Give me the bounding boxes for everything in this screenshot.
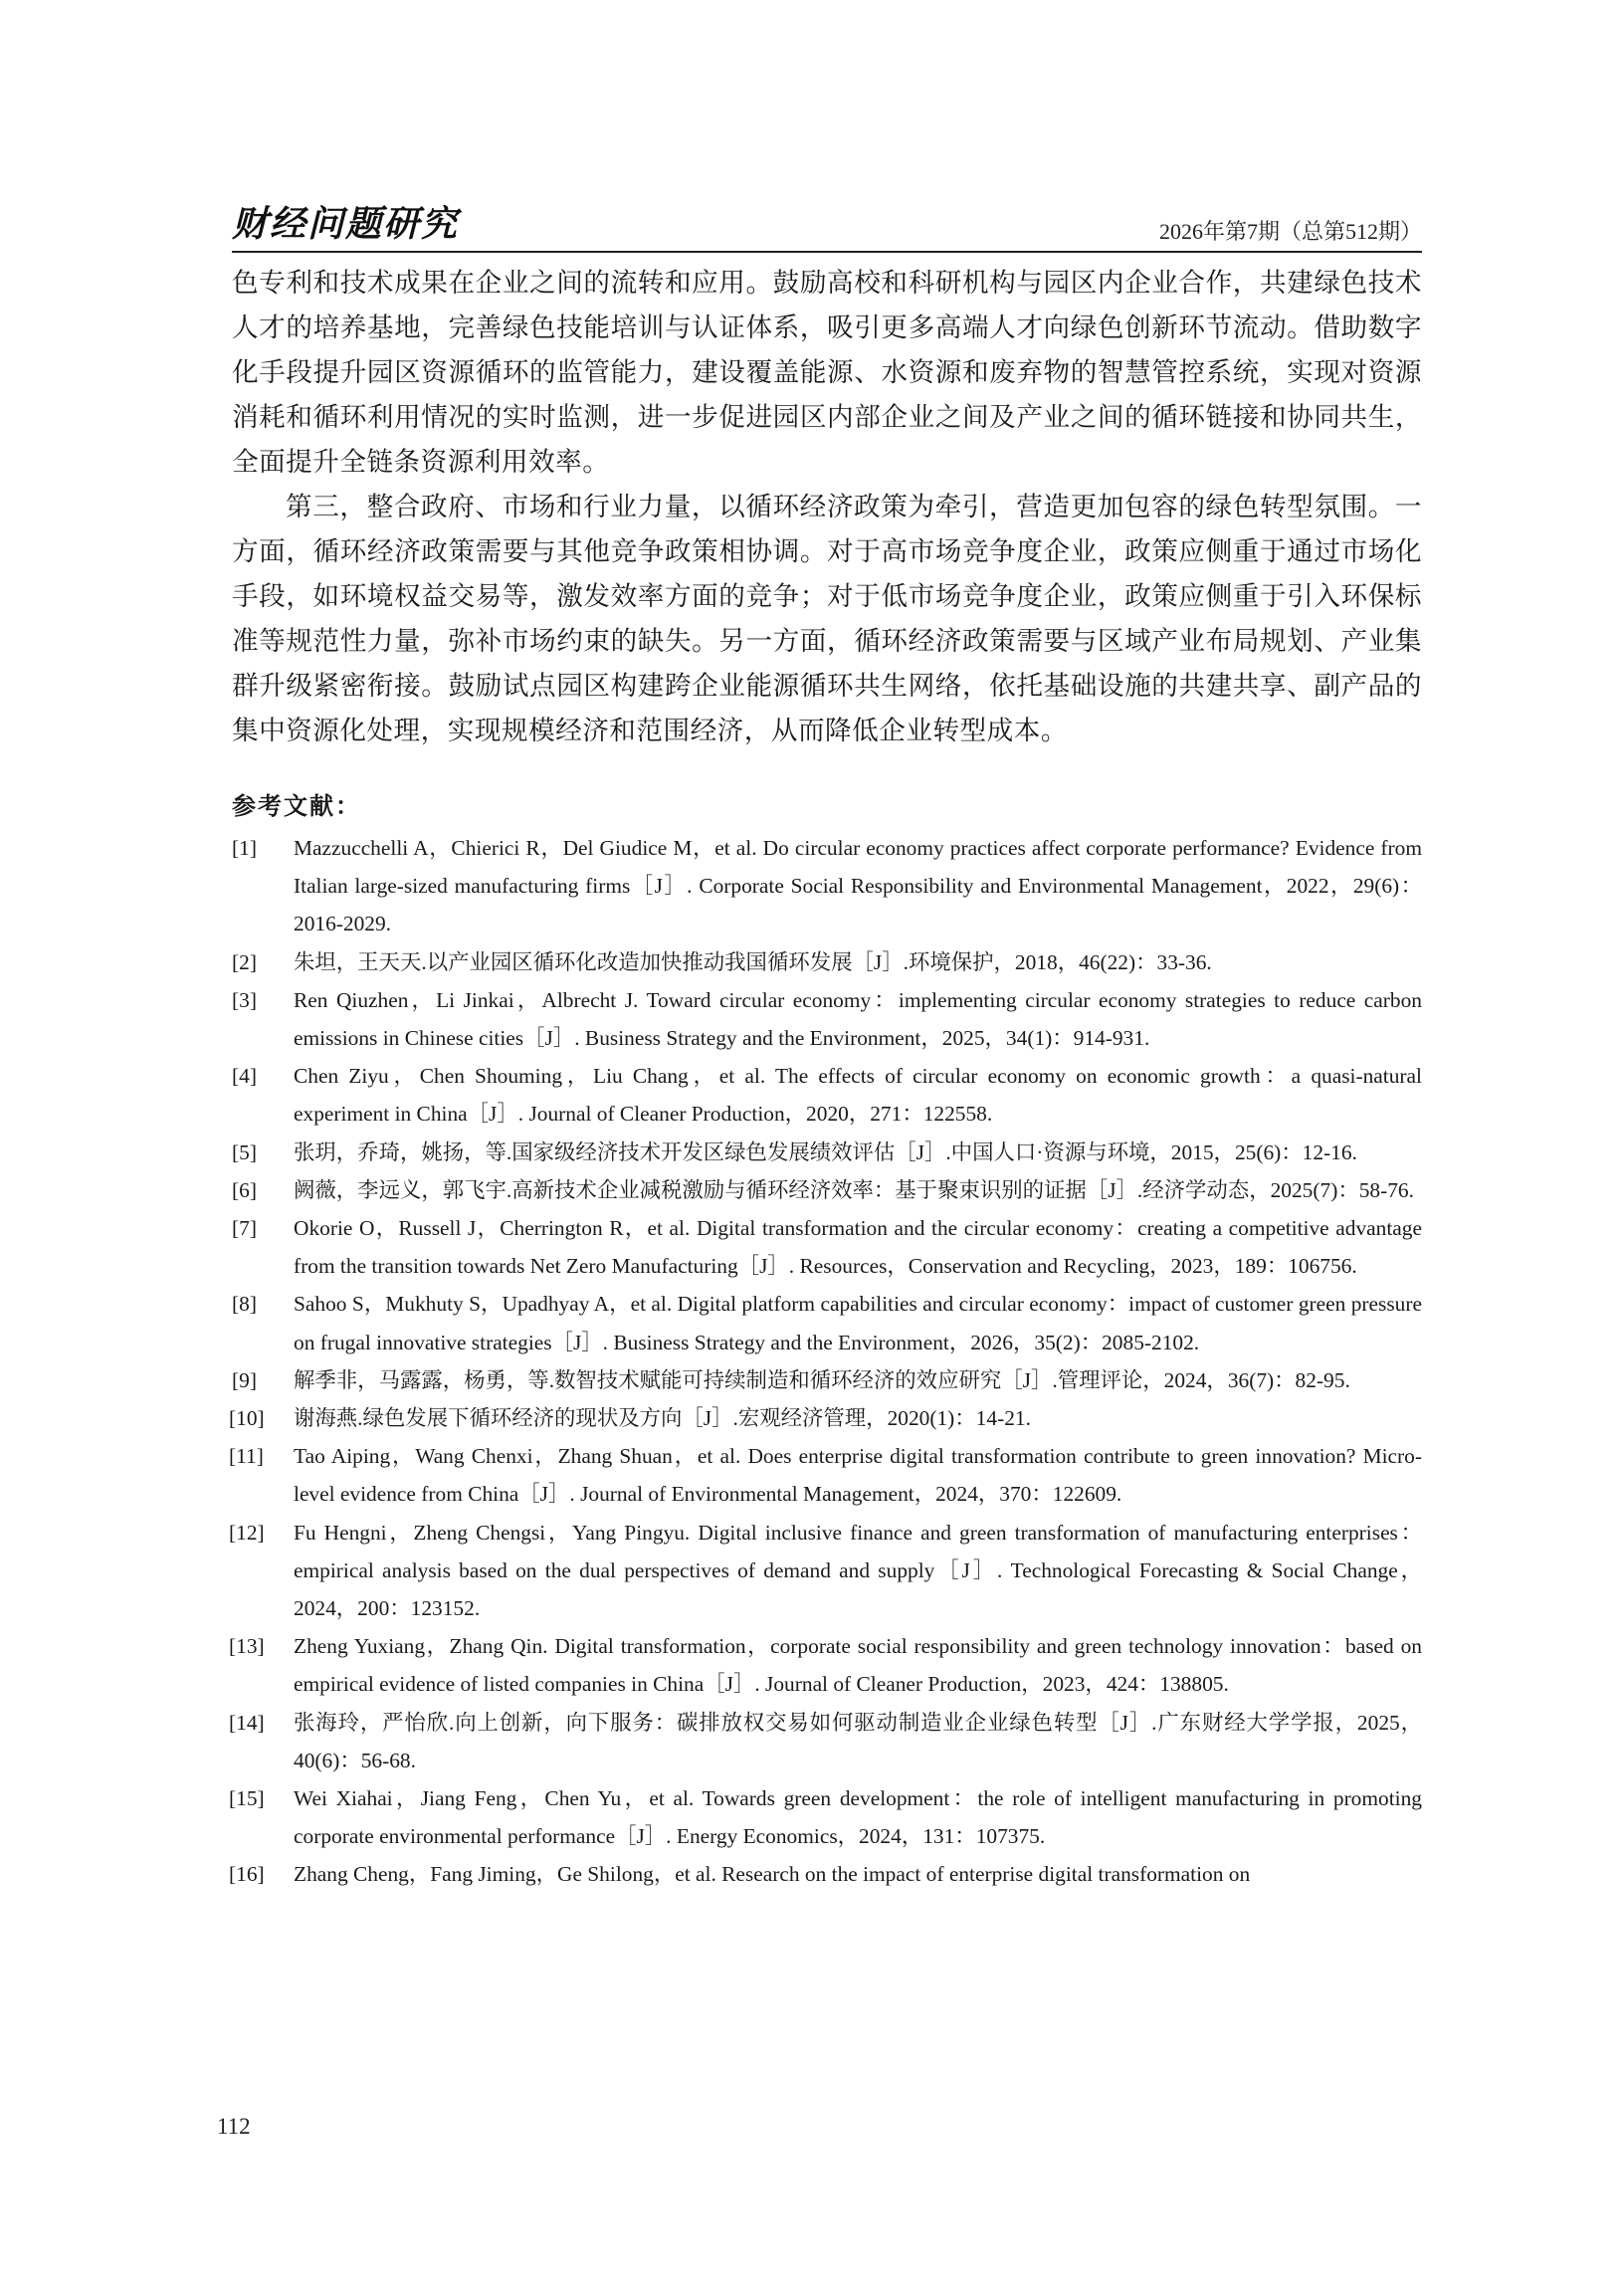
reference-number: [2] [232, 949, 257, 974]
reference-number: [11] [229, 1444, 264, 1469]
reference-number: [5] [232, 1140, 257, 1164]
reference-item [232, 829, 1422, 943]
reference-number: [3] [232, 987, 257, 1012]
reference-item [229, 1627, 1422, 1703]
reference-number: [8] [232, 1292, 257, 1317]
reference-item [229, 1437, 1422, 1513]
reference-text: Zhang Cheng，Fang Jiming，Ge Shilong，et al. Research on the impact of enterprise digital transformation on [294, 1862, 1251, 1887]
reference-item [229, 1855, 1422, 1893]
reference-list [229, 829, 1422, 1894]
reference-item [232, 1171, 1422, 1209]
reference-number: [10] [229, 1406, 265, 1431]
reference-text: 阙薇，李远义，郭飞宇.高新技术企业减税激励与循环经济效率：基于聚束识别的证据［J］.经济学动态，2025(7)：58-76. [294, 1177, 1414, 1202]
journal-logo: 财经问题研究 [232, 203, 460, 245]
reference-item [232, 1209, 1422, 1285]
reference-text: Okorie O，Russell J，Cherrington R，et al. Digital transformation and the circular economy：creating a competitive advantage from the transition towards Net Zero Manufacturing［J］. Resources，Conservation and Recycling，2023，189：106756. [294, 1216, 1422, 1279]
reference-number: [7] [232, 1216, 257, 1241]
reference-text: Zheng Yuxiang，Zhang Qin. Digital transformation，corporate social responsibility and green technology innovation：based on empirical evidence of listed companies in China［J］. Journal of Cleaner Production，2023，424：138805. [294, 1634, 1422, 1697]
reference-number: [13] [229, 1634, 265, 1659]
reference-item [229, 1514, 1422, 1628]
reference-number: [15] [229, 1786, 265, 1811]
reference-number: [4] [232, 1064, 257, 1089]
reference-text: Tao Aiping，Wang Chenxi，Zhang Shuan，et al. Does enterprise digital transformation contribute to green innovation? Micro-level evidence from China［J］. Journal of Environmental Management，2024，370：122609. [294, 1444, 1422, 1507]
reference-text: Wei Xiahai，Jiang Feng，Chen Yu，et al. Towards green development：the role of intelligent manufacturing in promoting corporate environmental performance［J］. Energy Economics，2024，131：107375. [294, 1786, 1422, 1849]
page-number: 112 [217, 2114, 251, 2139]
reference-text: Sahoo S，Mukhuty S，Upadhyay A，et al. Digital platform capabilities and circular economy：impact of customer green pressure on frugal innovative strategies［J］. Business Strategy and the Environment，2026，35(2)：2085-2102. [294, 1292, 1422, 1354]
reference-text: Chen Ziyu，Chen Shouming，Liu Chang，et al. The effects of circular economy on economic growth：a quasi-natural experiment in China［J］. Journal of Cleaner Production，2020，271：122558. [294, 1064, 1422, 1127]
running-header [232, 201, 1422, 247]
reference-item [232, 1057, 1422, 1133]
body-paragraph: 第三，整合政府、市场和行业力量，以循环经济政策为牵引，营造更加包容的绿色转型氛围。一方面，循环经济政策需要与其他竞争政策相协调。对于高市场竞争度企业，政策应侧重于通过市场化手段，如环境权益交易等，激发效率方面的竞争；对于低市场竞争度企业，政策应侧重于引入环保标准等规范性力量，弥补市场约束的缺失。另一方面，循环经济政策需要与区域产业布局规划、产业集群升级紧密衔接。鼓励试点园区构建跨企业能源循环共生网络，依托基础设施的共建共享、副产品的集中资源化处理，实现规模经济和范围经济，从而降低企业转型成本。 [232, 492, 1422, 746]
reference-number: [6] [232, 1177, 257, 1202]
reference-text: 张玥，乔琦，姚扬，等.国家级经济技术开发区绿色发展绩效评估［J］.中国人口·资源与环境，2015，25(6)：12-16. [294, 1140, 1357, 1164]
reference-text: Fu Hengni，Zheng Chengsi，Yang Pingyu. Digital inclusive finance and green transformation of manufacturing enterprises：empirical analysis based on the dual perspectives of demand and supply［J］. Technological Forecasting & Social Change，2024，200：123152. [294, 1520, 1422, 1621]
reference-item [232, 1134, 1422, 1171]
reference-text: 解季非，马露露，杨勇，等.数智技术赋能可持续制造和循环经济的效应研究［J］.管理评论，2024，36(7)：82-95. [294, 1367, 1350, 1392]
reference-number: [14] [229, 1710, 265, 1735]
reference-item [232, 1285, 1422, 1360]
reference-item [232, 943, 1422, 981]
references-heading: 参考文献： [232, 792, 361, 820]
body-paragraph: 色专利和技术成果在企业之间的流转和应用。鼓励高校和科研机构与园区内企业合作，共建绿色技术人才的培养基地，完善绿色技能培训与认证体系，吸引更多高端人才向绿色创新环节流动。借助数字化手段提升园区资源循环的监管能力，建设覆盖能源、水资源和废弃物的智慧管控系统，实现对资源消耗和循环利用情况的实时监测，进一步促进园区内部企业之间及产业之间的循环链接和协同共生，全面提升全链条资源利用效率。 [232, 268, 1422, 478]
reference-text: 谢海燕.绿色发展下循环经济的现状及方向［J］.宏观经济管理，2020(1)：14-21. [294, 1406, 1031, 1431]
reference-text: 张海玲，严怡欣.向上创新，向下服务：碳排放权交易如何驱动制造业企业绿色转型［J］.广东财经大学学报，2025，40(6)：56-68. [294, 1710, 1422, 1772]
reference-text: Ren Qiuzhen，Li Jinkai，Albrecht J. Toward circular economy：implementing circular economy strategies to reduce carbon emissions in Chinese cities［J］. Business Strategy and the Environment，2025，34(1)：914-931. [294, 987, 1422, 1051]
reference-item [232, 981, 1422, 1057]
reference-item [229, 1779, 1422, 1855]
reference-number: [1] [232, 836, 257, 860]
reference-number: [12] [229, 1520, 265, 1545]
reference-number: [9] [232, 1367, 257, 1392]
issue-info: 2026年第7期（总第512期） [1158, 219, 1422, 244]
reference-text: Mazzucchelli A，Chierici R，Del Giudice M，et al. Do circular economy practices affect corporate performance? Evidence from Italian large-sized manufacturing firms［J］. Corporate Social Responsibility and Environmental Management，2022，29(6)：2016-2029. [294, 836, 1422, 936]
body-text [232, 261, 1422, 753]
reference-item [232, 1361, 1422, 1399]
reference-item [229, 1704, 1422, 1779]
header-divider [232, 251, 1422, 253]
reference-text: 朱坦，王天天.以产业园区循环化改造加快推动我国循环发展［J］.环境保护，2018，46(22)：33-36. [294, 949, 1212, 974]
reference-number: [16] [229, 1862, 265, 1887]
reference-item [229, 1399, 1422, 1437]
